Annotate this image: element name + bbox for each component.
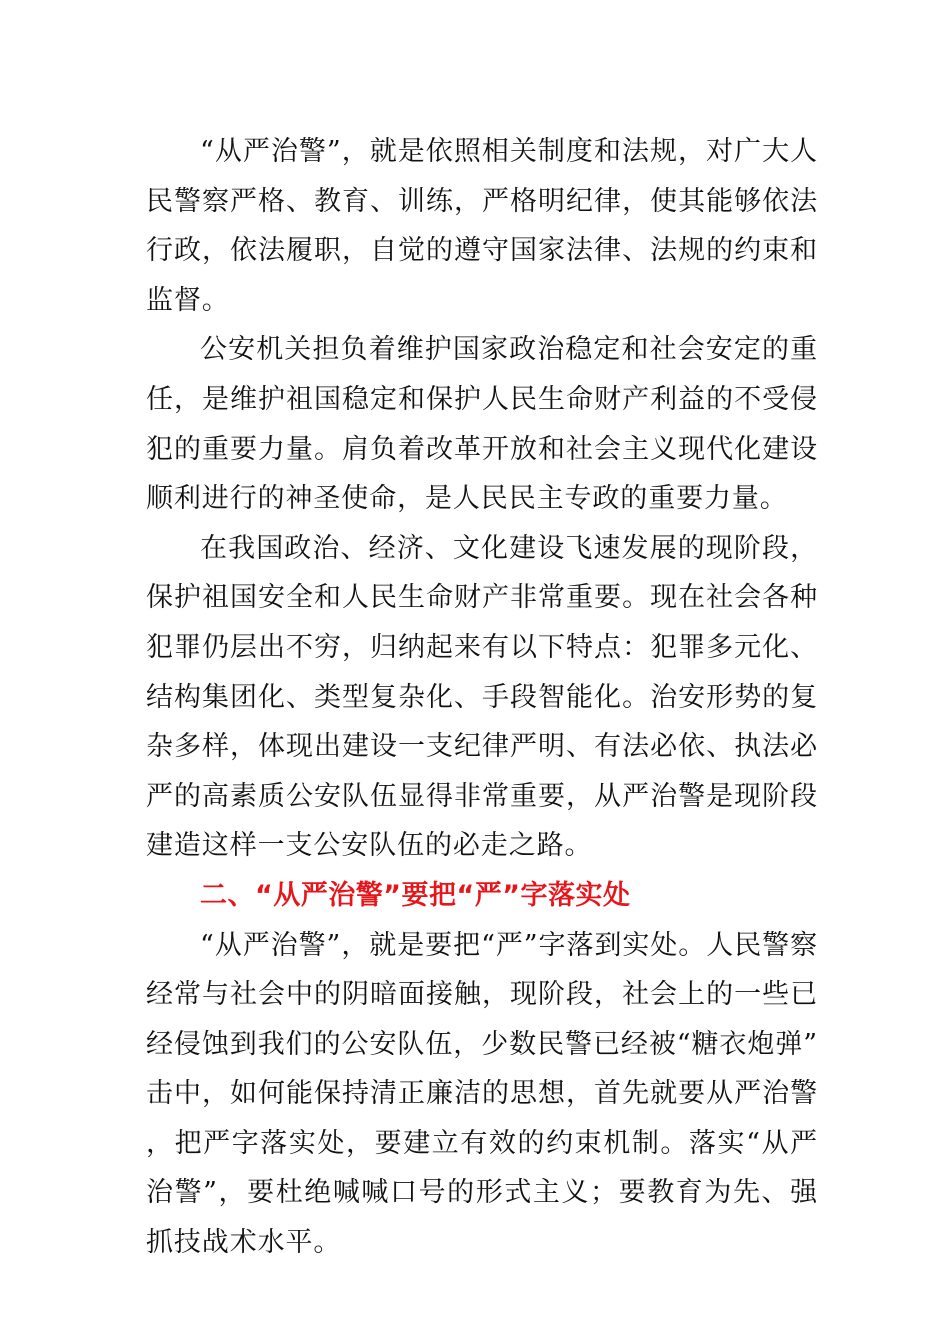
paragraph-strict-implementation: “从严治警”，就是要把“严”字落到实处。人民警察经常与社会中的阴暗面接触，现阶段，社会上的一些已经侵蚀到我们的公安队伍，少数民警已经被“糖衣炮弹”击中，如何能保持清正廉洁的思想，首先就要从严治警，把严字落实处，要建立有效的约束机制。落实“从严治警”，要杜绝喊喊口号的形式主义；要教育为先、强抓技战术水平。 [146, 929, 818, 1259]
section-heading: 二、“从严治警”要把“严”字落实处 [200, 879, 631, 911]
paragraph-current-situation: 在我国政治、经济、文化建设飞速发展的现阶段，保护祖国安全和人民生命财产非常重要。现在社会各种犯罪仍层出不穷，归纳起来有以下特点：犯罪多元化、结构集团化、类型复杂化、手段智能化。治安形势的复杂多样，体现出建设一支纪律严明、有法必依、执法必严的高素质公安队伍显得非常重要，从严治警是现阶段建造这样一支公安队伍的必走之路。 [146, 532, 818, 862]
document-body [146, 127, 818, 1268]
paragraph-police-role: 公安机关担负着维护国家政治稳定和社会安定的重任，是维护祖国稳定和保护人民生命财产利益的不受侵犯的重要力量。肩负着改革开放和社会主义现代化建设顺利进行的神圣使命，是人民民主专政的重要力量。 [146, 334, 818, 515]
paragraph-definition: “从严治警”，就是依照相关制度和法规，对广大人民警察严格、教育、训练，严格明纪律，使其能够依法行政，依法履职，自觉的遵守国家法律、法规的约束和监督。 [146, 136, 818, 316]
